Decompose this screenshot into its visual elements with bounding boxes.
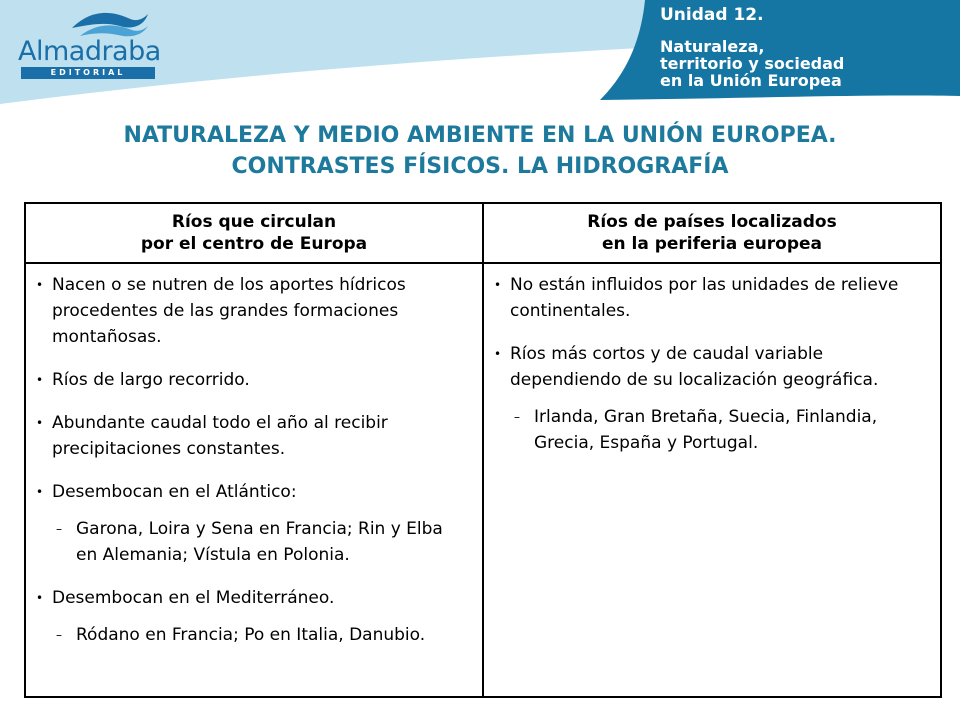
header-line: Ríos de países localizados xyxy=(587,212,837,232)
table-body-row xyxy=(26,264,940,696)
list-item: • Ríos más cortos y de caudal variable dependiendo de su localización geográfica. xyxy=(492,341,926,393)
comparison-table xyxy=(24,202,942,698)
header-banner xyxy=(0,0,960,110)
unit-title-line: Naturaleza, xyxy=(660,37,765,56)
table-header-peripheral-rivers xyxy=(484,204,940,262)
unit-title xyxy=(660,38,950,89)
list-item: • No están influidos por las unidades de relieve continentales. xyxy=(492,272,926,324)
unit-info xyxy=(660,4,950,89)
page-title-line: CONTRASTES FÍSICOS. LA HIDROGRAFÍA xyxy=(231,154,729,179)
unit-title-line: territorio y sociedad xyxy=(660,54,845,73)
list-item: • Ríos de largo recorrido. xyxy=(34,367,468,393)
list-item: • Desembocan en el Mediterráneo. xyxy=(34,585,468,611)
table-cell-peripheral-rivers xyxy=(484,264,940,696)
header-line: Ríos que circulan xyxy=(171,212,337,232)
list-item: • Nacen o se nutren de los aportes hídricos procedentes de las grandes formaciones montañosas. xyxy=(34,272,468,350)
page-title-line: NATURALEZA Y MEDIO AMBIENTE EN LA UNIÓN EUROPEA. xyxy=(123,123,837,148)
logo-sub: EDITORIAL xyxy=(21,67,155,79)
almadraba-logo xyxy=(18,8,161,78)
sub-list-item: – Ródano en Francia; Po en Italia, Danubio. xyxy=(34,622,468,648)
sub-list-item: – Irlanda, Gran Bretaña, Suecia, Finlandia, Grecia, España y Portugal. xyxy=(492,404,926,456)
unit-number: Unidad 12. xyxy=(660,5,764,25)
header-line: por el centro de Europa xyxy=(140,234,368,254)
logo-name: Almadraba xyxy=(18,36,161,67)
table-header-central-rivers xyxy=(26,204,484,262)
list-item: • Desembocan en el Atlántico: xyxy=(34,479,468,505)
sub-list-item: – Garona, Loira y Sena en Francia; Rin y Elba en Alemania; Vístula en Polonia. xyxy=(34,516,468,568)
page-title xyxy=(0,120,960,182)
table-header-row xyxy=(26,204,940,264)
header-line: en la periferia europea xyxy=(601,234,823,254)
list-item: • Abundante caudal todo el año al recibir precipitaciones constantes. xyxy=(34,410,468,462)
unit-title-line: en la Unión Europea xyxy=(660,71,842,90)
table-cell-central-rivers xyxy=(26,264,484,696)
